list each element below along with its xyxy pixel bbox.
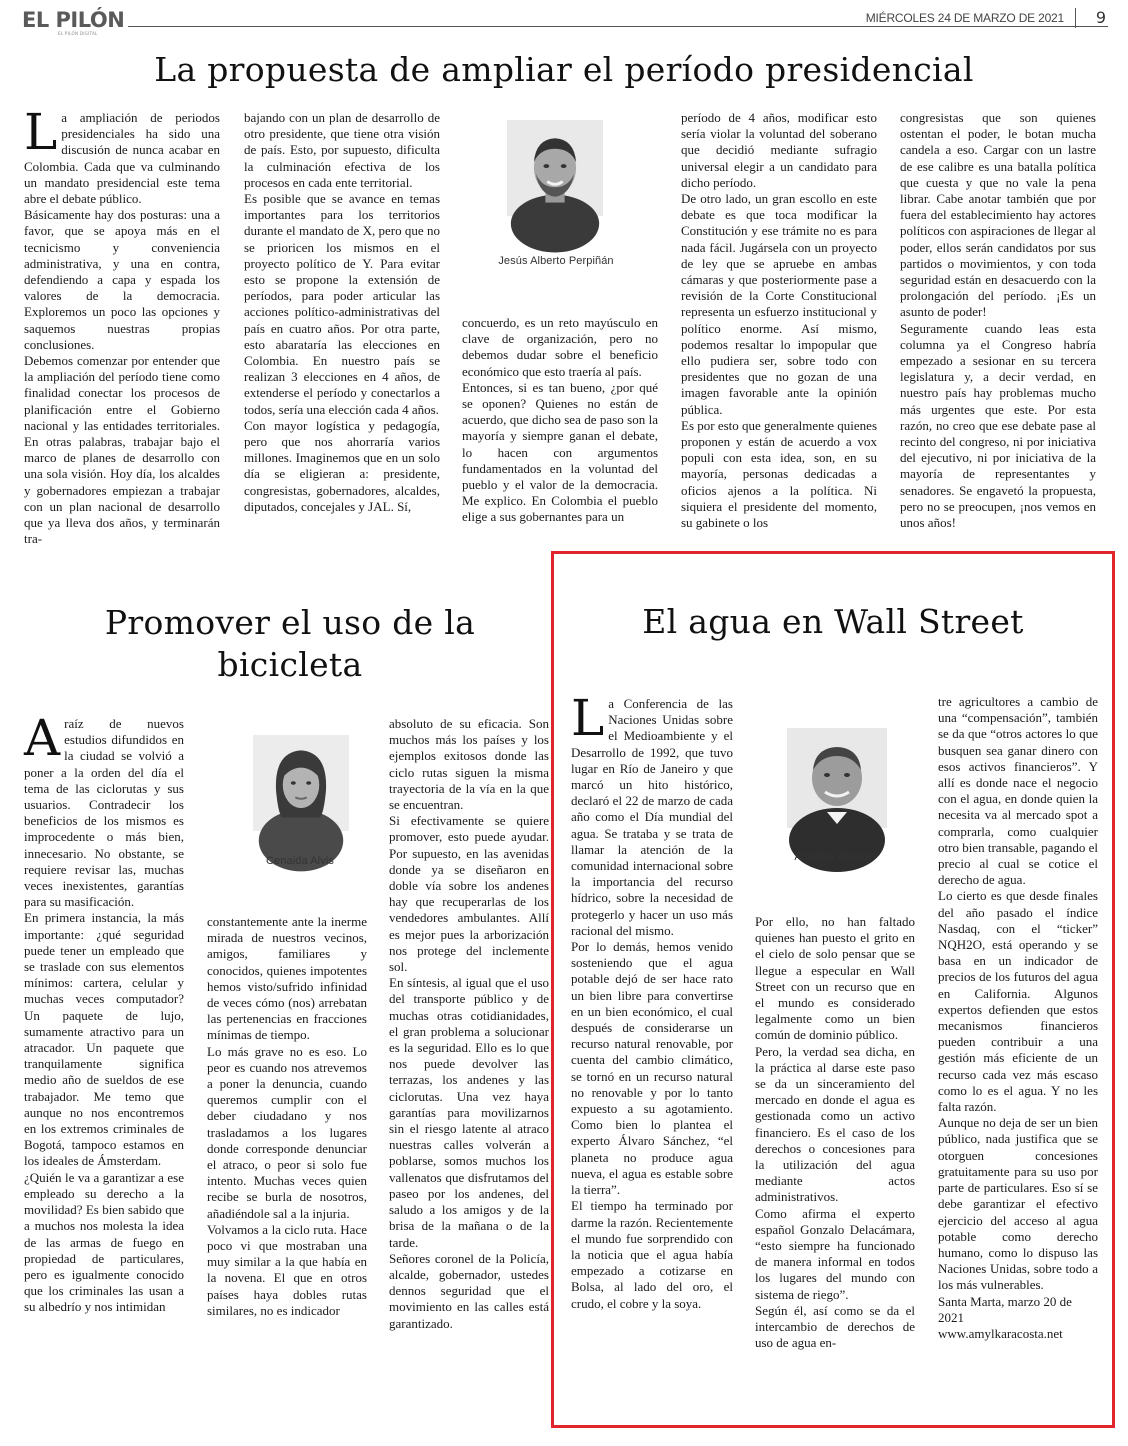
article2-title-line-2: bicicleta bbox=[217, 645, 363, 684]
article1-dropcap: L bbox=[24, 103, 58, 161]
newspaper-logo: EL PILÓN bbox=[22, 8, 125, 32]
author-name-perpinan: Jesús Alberto Perpiñán bbox=[498, 255, 614, 267]
paragraph: Con mayor logística y pedagogía, pero que nos ahorraría varios millones. Imaginemos que en un solo día se eligieran a: presidente, congresistas, gobernadores, alcaldes, diputados, concejales y JAL. Sí, bbox=[244, 417, 440, 514]
paragraph: Señores coronel de la Policía, alcalde, gobernador, ustedes dennos seguridad que el movimiento en las calles está garantizado. bbox=[389, 1250, 549, 1331]
article1-column-1 bbox=[24, 103, 220, 547]
dateline: Santa Marta, marzo 20 de 2021 bbox=[938, 1293, 1072, 1325]
paragraph: Aunque no deja de ser un bien público, nada justifica que se otorguen concesiones gratuitamente para su uso por parte de particulares. Eso sí se debe garantizar el efectivo ejercicio del acceso al agua potable como derecho humano, como lo dispuso las Naciones Unidas, sobre todo a los más vulnerables. bbox=[938, 1115, 1098, 1293]
author-photo-alvis bbox=[253, 735, 349, 831]
issue-date: MIÉRCOLES 24 DE MARZO DE 2021 bbox=[865, 11, 1064, 25]
masthead-rule bbox=[128, 26, 1108, 27]
paragraph: ¿Quién le va a garantizar a ese empleado su derecho a la movilidad? Es bien sabido que a muchos nos molesta la idea de las armas de fuego en propiedad de particulares, pero es igualmente conocido que los criminales las usan a su albedrío y nos intimidan bbox=[24, 1169, 184, 1315]
paragraph: El tiempo ha terminado por darme la razón. Recientemente el mundo fue sorprendido con la noticia que el agua había empezado a cotizarse en Bolsa, al lado del oro, el crudo, el cobre y la soya. bbox=[571, 1198, 733, 1311]
portrait-woman-icon bbox=[253, 735, 349, 831]
article2-column-1 bbox=[24, 709, 184, 1416]
article2-column-2 bbox=[207, 914, 367, 1416]
masthead-separator bbox=[1075, 8, 1076, 28]
paragraph: constantemente ante la inerme mirada de nuestros vecinos, amigos, familiares y conocidos, quienes impotentes hemos visto/sufrido infinidad de veces cómo (nos) arrebatan las pertenencias en fracciones mínimas de tiempo. bbox=[207, 914, 367, 1043]
author-name-acosta: Amylkar Acosta bbox=[794, 851, 872, 863]
paragraph: Por lo demás, hemos venido sosteniendo que el agua potable dejó de ser hace rato un bien libre para convertirse en un bien económico, el cual después de considerarse un recurso natural renovable, por cuenta del cambio climático, se tornó en un recurso natural no renovable y por lo tanto expuesto a su agotamiento. Como bien lo plantea el experto Álvaro Sánchez, “el planeta no produce agua nueva, el agua es estable sobre la tierra”. bbox=[571, 939, 733, 1198]
paragraph: De otro lado, un gran escollo en este debate es que toca modificar la Constitución y ese trámite no es para nada fácil. Jugársela con un proyecto de ley que se apruebe en ambas cámaras y que posteriormente pase a revisión de la Corte Constitucional representa un esfuerzo institucional y político enorme. Así mismo, podemos resaltar lo impopular que ello pudiera ser, sobre todo con presidentes que no gozan de una imagen favorable ante la opinión pública. bbox=[681, 191, 877, 417]
paragraph: a ampliación de periodos presidenciales ha sido una discusión de nunca acabar en Colombia. Cada que va culminando un mandato presidencial este tema abre el debate público. bbox=[24, 110, 220, 207]
paragraph: Debemos comenzar por entender que la ampliación del período tiene como finalidad conectar los procesos de planificación entre el Gobierno nacional y las entidades territoriales. En otras palabras, trabajar bajo el marco de planes de desarrollo con una sola visión. Hoy día, los alcaldes y gobernadores empiezan a trabajar con un plan nacional de desarrollo que ya lleva dos años, y terminarán tra- bbox=[24, 353, 220, 547]
article3-column-3 bbox=[938, 694, 1098, 1408]
article3-column-2 bbox=[755, 914, 915, 1408]
author-name-alvis: Cenaida Alvis bbox=[266, 855, 334, 867]
paragraph: tre agricultores a cambio de una “compensación”, también se da que “otros actores lo que busquen sea ganar dinero con esos activos financieros”. Y allí es donde nace el negocio con el agua, en donde quien la necesita va al mercado spot a comprarla, como cualquier otro bien transable, pagando el precio al cual se cotice el derecho de agua. bbox=[938, 694, 1098, 888]
paragraph: a Conferencia de las Naciones Unidas sobre el Medioambiente y el Desarrollo de 1992, que tuvo lugar en Río de Janeiro y que marcó un hito histórico, declaró el 22 de marzo de cada año como el Día mundial del agua. Se trataba y se trata de llamar la atención de la comunidad internacional sobre la importancia del recurso hídrico, sobre la necesidad de protegerlo y hacer un uso más racional del mismo. bbox=[571, 696, 733, 938]
paragraph: Es por esto que generalmente quienes proponen y están de acuerdo a vox populi con esta idea, son, en su mayoría, personas dedicadas a oficios ajenos a la política. Ni siquiera el presidente del momento, su gabinete o los bbox=[681, 417, 878, 531]
paragraph: Básicamente hay dos posturas: una a favor, que se apoya más en el tecnicismo y conveniencia administrativa, y una en contra, defendiendo a capa y espada los valores de la democracia. Exploremos un poco las opciones y saquemos nuestras propias conclusiones. bbox=[24, 207, 220, 352]
paragraph: concuerdo, es un reto mayúsculo en clave de organización, pero no debemos dudar sobre el beneficio económico que esto traería al país. bbox=[462, 315, 658, 379]
paragraph: Entonces, si es tan bueno, ¿por qué se oponen? Quienes no están de acuerdo, que dicho sea de paso son la mayoría y siempre ganan el debate, lo hacen con argumentos fundamentados en la voluntad del pueblo y el valor de la democracia. Me explico. En Colombia el pueblo elige a sus gobernantes para un bbox=[462, 379, 658, 525]
article2-column-3 bbox=[389, 716, 549, 1416]
article2-title bbox=[40, 602, 540, 686]
paragraph: Seguramente cuando leas esta columna ya el Congreso habría empezado a sesionar en su tercera legislatura y, a decir verdad, en nuestro país hay problemas mucho más urgentes que este. Por esta razón, no creo que ese debate pase al recinto del congreso, ni por iniciativa del ejecutivo, ni por iniciativa de la mayoría de representantes y senadores. Se engavetó la propuesta, pero no se preocupen, ¡nos vemos en unos años! bbox=[900, 320, 1096, 531]
article3-title: El agua en Wall Street bbox=[642, 602, 1024, 641]
portrait-man-older-icon bbox=[787, 728, 887, 828]
paragraph: período de 4 años, modificar esto sería violar la voluntad del soberano que decidió mediante sufragio universal elegir a un candidato para dicho período. bbox=[681, 110, 877, 190]
newspaper-tagline: EL PILÓN DIGITAL bbox=[58, 31, 98, 36]
paragraph: Pero, la verdad sea dicha, en la práctica al darse este paso se da un sinceramiento del mercado en donde el agua es gestionada como un activo financiero. Es el caso de los derechos o concesiones para la utilización del agua mediante actos administrativos. bbox=[755, 1043, 915, 1205]
paragraph: Por ello, no han faltado quienes han puesto el grito en el cielo de solo pensar que se llegue a especular en Wall Street con un recurso que en el mundo es considerado legalmente como un bien común de dominio público. bbox=[755, 914, 915, 1043]
paragraph: En síntesis, al igual que el uso del transporte público y de muchas otras cotidianidades, el gran problema a solucionar es la seguridad. Ello es lo que nos puede devolver las terrazas, los andenes y las ciclorutas. Una vez haya garantías para movilizarnos sin el riesgo latente al atraco nuestras calles volverán a poblarse, somos muchos los vallenatos que disfrutamos del paseo por los andenes, del saludo a los amigos y de la brisa de la mañana o de la tarde. bbox=[389, 975, 549, 1250]
article1-column-2 bbox=[244, 110, 440, 535]
article1-column-5 bbox=[900, 110, 1096, 535]
author-website-link[interactable]: www.amylkaracosta.net bbox=[938, 1325, 1063, 1341]
article1-column-3 bbox=[462, 315, 658, 535]
article3-column-1 bbox=[571, 689, 733, 1408]
paragraph: congresistas que son quienes ostentan el poder, le botan mucha candela a eso. Cargar con un lastre de ese calibre es una batalla política que cuesta y que no vale la pena librar. Cabe anotar también que por fuera del establecimiento hay actores políticos con aspiraciones de llegar al poder, ellos serán candidatos por sus partidos o movimientos, y con toda seguridad están en desacuerdo con la prolongación del período. ¡Es un asunto de poder! bbox=[900, 110, 1096, 320]
author-photo-acosta bbox=[787, 728, 887, 828]
paragraph: raíz de nuevos estudios difundidos en la ciudad se volvió a poner a la orden del día el tema de las ciclorutas y sus usuarios. Contradecir los beneficios de los mismos es improcedente o más bien, innecesario. No obstante, se requiere revisar las, muchas veces inexistentes, garantías para su masificación. bbox=[24, 716, 184, 910]
paragraph: Volvamos a la ciclo ruta. Hace poco vi que mostraban una muy similar a la que había en la novena. El que en otros países haya dobles rutas similares, no es indicador bbox=[207, 1221, 367, 1318]
page-number: 9 bbox=[1095, 8, 1106, 27]
article1-title: La propuesta de ampliar el período presidencial bbox=[154, 50, 974, 89]
paragraph: Lo cierto es que desde finales del año pasado el índice Nasdaq, con el “ticker” NQH2O, está operando y se basa en un indicador de precios de los futuros del agua en California. Algunos expertos defienden que estos mecanismos financieros pueden contribuir a una gestión más eficiente de un recurso cada vez más escaso como lo es el agua. Y no les falta razón. bbox=[938, 888, 1098, 1115]
paragraph: Según él, así como se da el intercambio de derechos de uso de agua en- bbox=[755, 1302, 915, 1351]
portrait-man-beard-icon bbox=[507, 120, 603, 216]
paragraph: Es posible que se avance en temas importantes para los territorios durante el mandato de X, pero que no se prioricen los mismos en el proyecto político de Y. Para evitar esto se propone la extensión de períodos, para poder articular las acciones político-administrativas del país en cuatro años. Por otra parte, esto abarataría las elecciones en Colombia. En nuestro país se realizan 3 elecciones en 4 años, de extenderse el período y conectarlos a todos, sería una elección cada 4 años. bbox=[244, 191, 440, 417]
paragraph: absoluto de su eficacia. Son muchos más los países y los ejemplos exitosos donde las ciclo rutas siguen la misma trayectoria de la vía en la que se encuentran. bbox=[389, 716, 549, 813]
paragraph: En primera instancia, la más importante: ¿qué seguridad puede tener un empleado que se traslade con sus elementos mínimos: cartera, celular y muchas veces computador? Un paquete de lujo, sumamente atractivo para un atracador. Un paquete que tranquilamente significa medio año de sueldos de ese trabajador. Me temo que aunque no nos encontremos en los extremos criminales de Bogotá, tampoco estamos en los ideales de Ámsterdam. bbox=[24, 910, 184, 1169]
article2-dropcap: A bbox=[24, 709, 61, 767]
article3-dropcap: L bbox=[571, 689, 605, 747]
author-photo-perpinan bbox=[507, 120, 603, 216]
article2-title-line-1: Promover el uso de la bbox=[104, 603, 476, 642]
paragraph: bajando con un plan de desarrollo de otro presidente, que tiene otra visión de país. Esto, por supuesto, dificulta la culminación efectiva de los procesos en cada ente territorial. bbox=[244, 110, 440, 190]
article1-column-4 bbox=[681, 110, 877, 535]
paragraph: Si efectivamente se quiere promover, esto puede ayudar. Por supuesto, en las avenidas donde ya se diseñaron en doble vía sobre los andenes hay que recuperarlas de los vendedores ambulantes. Allí es mejor pues la arborización nos protege del inclemente sol. bbox=[389, 813, 549, 975]
paragraph: Lo más grave no es eso. Lo peor es cuando nos atrevemos a poner la denuncia, cuando queremos cumplir con el deber ciudadano y nos trasladamos a los lugares donde corresponde denunciar el atraco, o peor si solo fue intento. Muchas veces quien recibe se burla de nosotros, añadiéndole sal a la injuria. bbox=[207, 1043, 367, 1221]
paragraph: Como afirma el experto español Gonzalo Delacámara, “esto siempre ha funcionado de manera informal en todos los lugares del mundo con sistema de riego”. bbox=[755, 1205, 915, 1302]
